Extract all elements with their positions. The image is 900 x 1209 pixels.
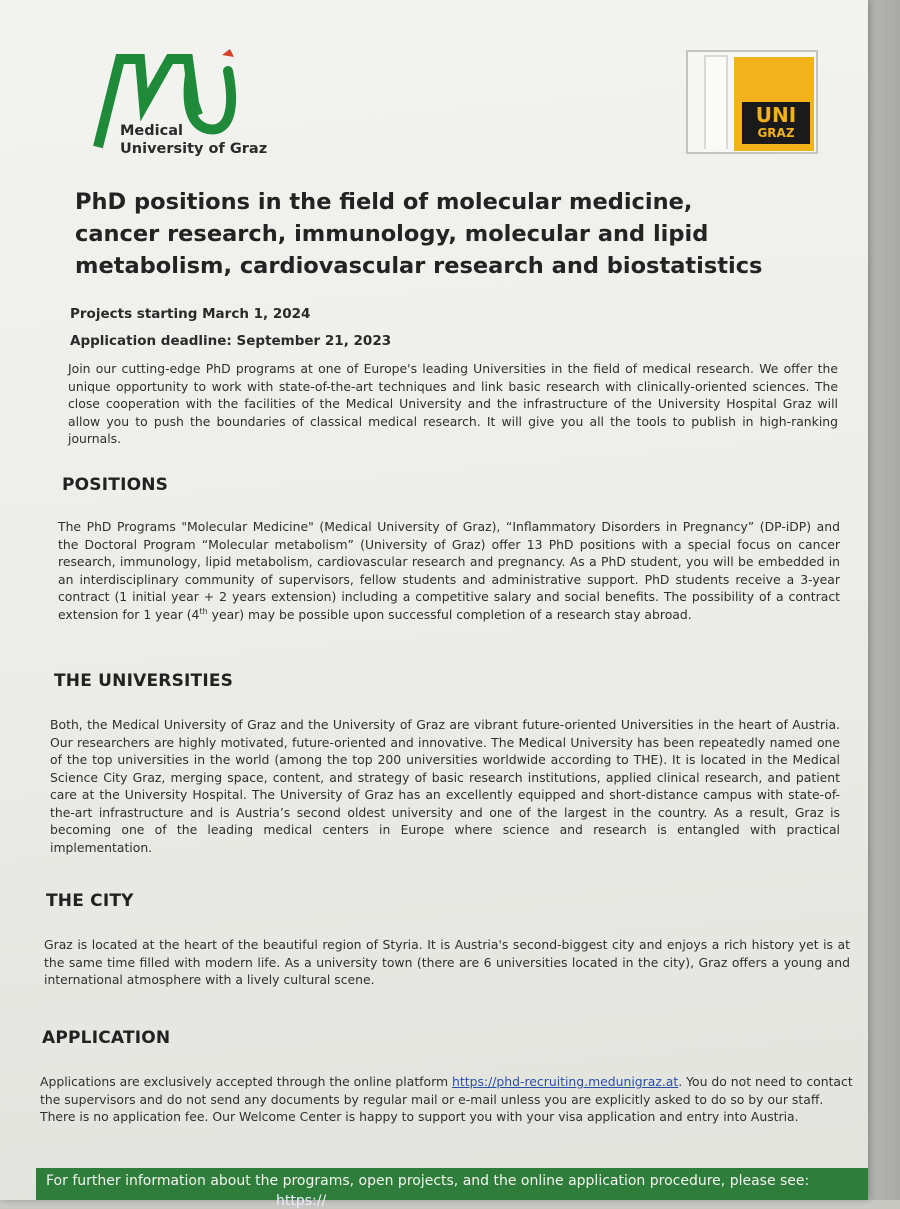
application-text-b: . You do not need to contact the supervisors and do not send any documents by regular mail or e-mail unless you are explicitly asked to do so by our staff. There is no application fee. Our Welcome Center is happy to support you with your visa application and entry into Austria. (40, 1074, 853, 1124)
application-text-a: Applications are exclusively accepted through the online platform (40, 1074, 453, 1089)
footer-info-band (36, 1168, 868, 1209)
page-title (75, 186, 855, 282)
mu-logo-line2: University of Graz (120, 141, 268, 157)
positions-text-a: The PhD Programs "Molecular Medicine" (Medical University of Graz), “Inflammatory Disorders in Pregnancy” (DP-iDP) and the Doctoral Program “Molecular metabolism” (University of Graz) offer 13 PhD positions with a special focus on cancer research, immunology, lipid metabolism, cardiovascular research and pregnancy. As a PhD student, you will be embedded in an interdisciplinary community of supervisors, fellow students and administrative support. PhD students receive a 3-year contract (1 initial year + 2 years extension) including a competitive salary and social benefits. The possibility of a contract extension for 1 year (4 (58, 519, 840, 622)
universities-paragraph: Both, the Medical University of Graz and the University of Graz are vibrant future-oriented Universities in the heart of Austria. Our researchers are highly motivated, future-oriented and innovative. The Medical University has been repeatedly named one of the top universities in the world (among the top 200 universities worldwide according to THE). It is located in the Medical Science City Graz, merging space, content, and strategy of basic research institutions, applied clinical research, and patient care at the University Hospital. The University of Graz has an excellently equipped and short-distance campus with state-of-the-art infrastructure and is Austria’s second oldest university and one of the largest in the country. As a result, Graz is becoming one of the leading medical centers in Europe where science and research is entangled with practical implementation. (50, 717, 840, 855)
positions-paragraph (58, 518, 840, 623)
title-line-3: metabolism, cardiovascular research and biostatistics (75, 253, 763, 279)
city-heading: THE CITY (46, 891, 134, 911)
positions-text-b: year) may be possible upon successful completion of a research stay abroad. (207, 606, 692, 622)
project-start-date: Projects starting March 1, 2024 (70, 306, 311, 322)
uni-logo-graz: GRAZ (757, 126, 795, 140)
application-paragraph (40, 1073, 855, 1126)
uni-graz-logo (686, 50, 818, 154)
uni-logo-uni: UNI (755, 103, 797, 127)
universities-heading: THE UNIVERSITIES (54, 671, 234, 691)
mu-logo-text (120, 122, 267, 158)
recruiting-link[interactable]: https://phd-recruiting.medunigraz.at (452, 1074, 679, 1089)
intro-paragraph: Join our cutting-edge PhD programs at one of Europe's leading Universities in the field of medical research. We offer the unique opportunity to work with state-of-the-art techniques and link basic research with clinically-oriented sciences. The close cooperation with the facilities of the Medical University and the infrastructure of the University Hospital Graz will allow you to push the boundaries of classical medical research. It will give you all the tools to publish in high-ranking journals. (68, 361, 838, 446)
mu-logo-line1: Medical (120, 123, 183, 139)
uni-logo-outline (704, 55, 728, 149)
footer-link[interactable]: https:// (276, 1193, 327, 1209)
city-paragraph: Graz is located at the heart of the beautiful region of Styria. It is Austria's second-biggest city and enjoys a rich history yet is at the same time filled with modern life. As a university town (there are 6 universities located in the city), Graz offers a young and international atmosphere with a lively cultural scene. (44, 937, 850, 987)
positions-heading: POSITIONS (62, 475, 169, 495)
title-line-1: PhD positions in the field of molecular medicine, (75, 189, 693, 215)
application-deadline: Application deadline: September 21, 2023 (70, 333, 392, 349)
title-line-2: cancer research, immunology, molecular and lipid (75, 221, 709, 247)
positions-sup: th (199, 606, 208, 616)
footer-text: For further information about the programs, open projects, and the online application procedure, please see: (46, 1173, 810, 1189)
application-heading: APPLICATION (42, 1028, 171, 1048)
